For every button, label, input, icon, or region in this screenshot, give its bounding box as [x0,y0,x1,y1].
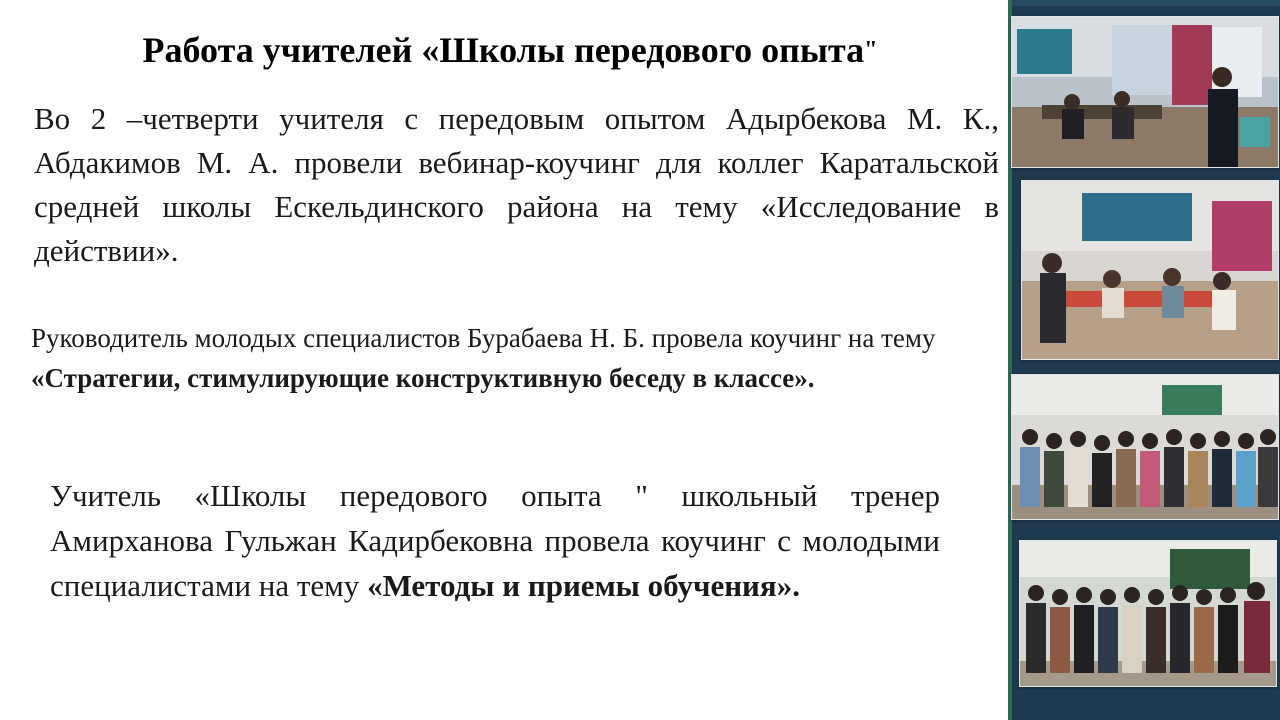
classroom-group-photo-icon [1022,181,1278,359]
photo-group-standing [1019,540,1277,687]
group-standing-photo-icon [1020,541,1276,686]
paragraph-webinar: Во 2 –четверти учителя с передовым опытом Адырбекова М. К., Абдакимов М. А. провели вебинар-коучинг для коллег Каратальской средней школы Ескельдинского района на тему «Исследование в действии». [34,101,999,268]
paragraph-coaching-methods-intro: Учитель «Школы передового опыта " школьный тренер Амирханова Гульжан Кадирбековна провела коучинг с молодыми специалистами на тему [50,478,940,603]
slide-title-quote: " [864,37,878,63]
photo-group [1011,374,1279,520]
paragraph-coaching-strategies [31,318,936,398]
group-photo-icon [1012,375,1278,519]
classroom-photo-icon [1012,17,1278,167]
photo-classroom-teacher [1011,16,1279,168]
paragraph-coaching-methods [50,473,940,608]
slide-title [40,28,980,72]
panel-top-accent [1008,0,1280,6]
slide-title-text: Работа учителей «Школы передового опыта [142,30,865,70]
photo-classroom-group [1021,180,1279,360]
paragraph-coaching-strategies-topic: «Стратегии, стимулирующие конструктивную беседу в классе». [31,363,815,393]
paragraph-coaching-methods-topic: «Методы и приемы обучения». [367,568,800,603]
paragraph-coaching-strategies-intro: Руководитель молодых специалистов Бурабаева Н. Б. провела коучинг на тему [31,323,936,353]
